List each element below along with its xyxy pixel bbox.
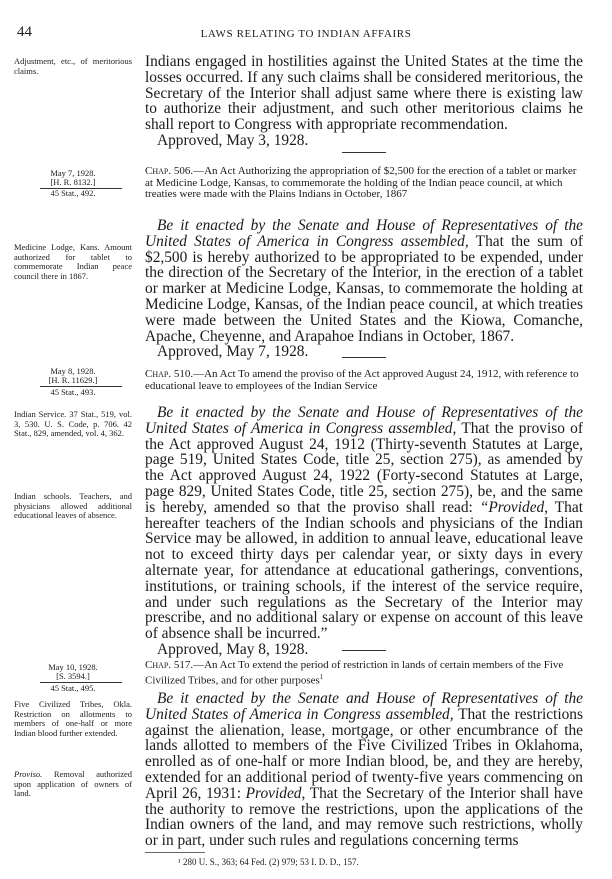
section-divider <box>342 650 386 651</box>
chap506-text: That the sum of $2,500 is hereby authorized to be appropriated to be expended, under the direction of the Secretary of the Interior, in the erection of a tablet or marker at Medicine Lodge, Kansas, to commemorate the holding at Medicine Lodge, Kansas, of the Indian peace council, at which treaties were made between the United States and the Kiowa, Comanche, Apache, Cheyenne, and Arapahoe Indians in October, 1867. <box>145 232 583 345</box>
running-head: LAWS RELATING TO INDIAN AFFAIRS <box>200 28 412 40</box>
provided-label: Provided, <box>245 784 306 802</box>
margin-bill-chap506: [H. R. 8132.] <box>50 177 96 187</box>
approved-may-8: Approved, May 8, 1928. <box>157 640 309 658</box>
footnote-rule <box>145 852 205 853</box>
chap510-title <box>145 369 583 392</box>
footnote-ref: 1 <box>319 672 324 681</box>
chap517-text-1: That the restrictions against the alienation, lease, mortgage, or other encumbrance of the lands allotted to members of the Five Civilized Tribes in Oklahoma, enrolled as of one-half or more Indian blood, be, and they are hereby, extended for an additional period of twenty-five years commencing on April 26, 1931: <box>145 705 583 802</box>
footnote: ¹ 280 U. S., 363; 64 Fed. (2) 979; 53 I. D. D., 157. <box>178 857 359 867</box>
margin-note-proviso <box>14 770 132 799</box>
chap-label: Chap. <box>145 368 172 380</box>
approved-may-7: Approved, May 7, 1928. <box>157 343 309 361</box>
margin-note-medicine-lodge: Medicine Lodge, Kans. Amount authorized for tablet to commemorate Indian peace council there in 1867. <box>14 242 132 281</box>
chap-title-text: 510.—An Act To amend the proviso of the Act approved August 24, 1912, with reference to educational leave to employees of the Indian Service <box>145 368 579 392</box>
intro-paragraph: Indians engaged in hostilities against the United States at the time the losses occurred. If any such claims shall be considered meritorious, the Secretary of the Interior shall adjust same where there is existing law to authorize their adjustment, and such other meritorious claims he shall report to Congress with appropriate recommendation. <box>145 53 583 134</box>
provided-label: “Provided, <box>479 498 549 516</box>
section-divider <box>342 357 386 358</box>
chap506-title <box>145 166 583 201</box>
margin-bill-chap517: [S. 3594.] <box>56 671 90 681</box>
enacting-clause: Be it enacted by the Senate and House of Representatives of the United States of America in Congress assembled, <box>145 217 583 250</box>
chap-label: Chap. <box>145 165 172 177</box>
section-divider <box>342 152 386 153</box>
proviso-text: Removal authorized upon application of owners of land. <box>14 769 133 798</box>
margin-stat-chap510: 45 Stat., 493. <box>50 387 96 397</box>
chap510-paragraph <box>145 405 583 642</box>
margin-stat-chap517: 45 Stat., 495. <box>50 683 96 693</box>
enacting-clause: Be it enacted by the Senate and House of Representatives of the United States of America in Congress assembled, <box>145 690 583 723</box>
page-number: 44 <box>17 24 32 40</box>
chap-title-text: 517.—An Act To extend the period of restriction in lands of certain members of the Five Civilized Tribes, and for other purposes <box>145 659 564 687</box>
chap517-body <box>145 691 583 849</box>
margin-note-indian-schools: Indian schools. Teachers, and physicians allowed additional educational leaves of absence. <box>14 491 132 520</box>
margin-date-chap510: May 8, 1928. <box>50 366 96 376</box>
margin-note-five-tribes: Five Civilized Tribes, Okla. Restriction on allotments to members of one-half or more Indian blood further extended. <box>14 699 132 738</box>
chap510-body <box>145 405 583 658</box>
margin-note-indian-service: Indian Service. 37 Stat., 519, vol. 3, 530. U. S. Code, p. 706. 42 Stat., 829, amended, vol. 4, 362. <box>14 409 132 438</box>
chap506-body <box>145 218 583 360</box>
margin-bill-chap510: [H. R. 11629.] <box>48 375 98 385</box>
chap510-text-1: That the proviso of the Act approved August 24, 1912 (Thirty-seventh Statutes at Large, page 519, United States Code, title 25, section 275), as amended by the Act approved August 24, 1922 (Forty-second Statutes at Large, page 829, United States Code, title 25, section 275), be, and the same is hereby, amended so that the proviso shall read: <box>145 419 583 516</box>
margin-date-chap506: May 7, 1928. <box>50 168 96 178</box>
enacting-clause: Be it enacted by the Senate and House of Representatives of the United States of America in Congress assembled, <box>145 404 583 437</box>
margin-note-claims: Adjustment, etc., of meritorious claims. <box>14 56 132 76</box>
chap517-paragraph <box>145 691 583 849</box>
chap-title-text: 506.—An Act Authorizing the appropriation of $2,500 for the erection of a tablet or marker at Medicine Lodge, Kansas, to commemorate the holding of the Indian peace council, at which treaties were made with the Plains Indians in October, 1867 <box>145 165 577 201</box>
chap517-text-2: That the Secretary of the Interior shall have the authority to remove the restrictions, upon the applications of the Indian owners of the land, and may remove such restrictions, wholly or in part, under such rules and regulations concerning terms <box>145 784 583 850</box>
chap506-paragraph <box>145 218 583 344</box>
approved-may-3: Approved, May 3, 1928. <box>157 131 309 149</box>
margin-stat-chap506: 45 Stat., 492. <box>50 188 96 198</box>
chap510-text-2: That hereafter teachers of the Indian schools and physicians of the Indian Service may be allowed, in addition to annual leave, educational leave not to exceed thirty days per calendar year, or sixty days in every alternate year, for attendance at educational gatherings, conventions, institutions, or training schools, if the interest of the service require, and under such regulations as the Secretary of the Interior may prescribe, and no additional salary or expense on account of this leave of absence shall be incurred.” <box>145 498 583 643</box>
margin-date-chap517: May 10, 1928. <box>48 662 98 672</box>
chap517-title <box>145 660 583 687</box>
intro-block <box>145 54 583 149</box>
proviso-label: Proviso. <box>14 769 43 779</box>
chap-label: Chap. <box>145 659 172 671</box>
